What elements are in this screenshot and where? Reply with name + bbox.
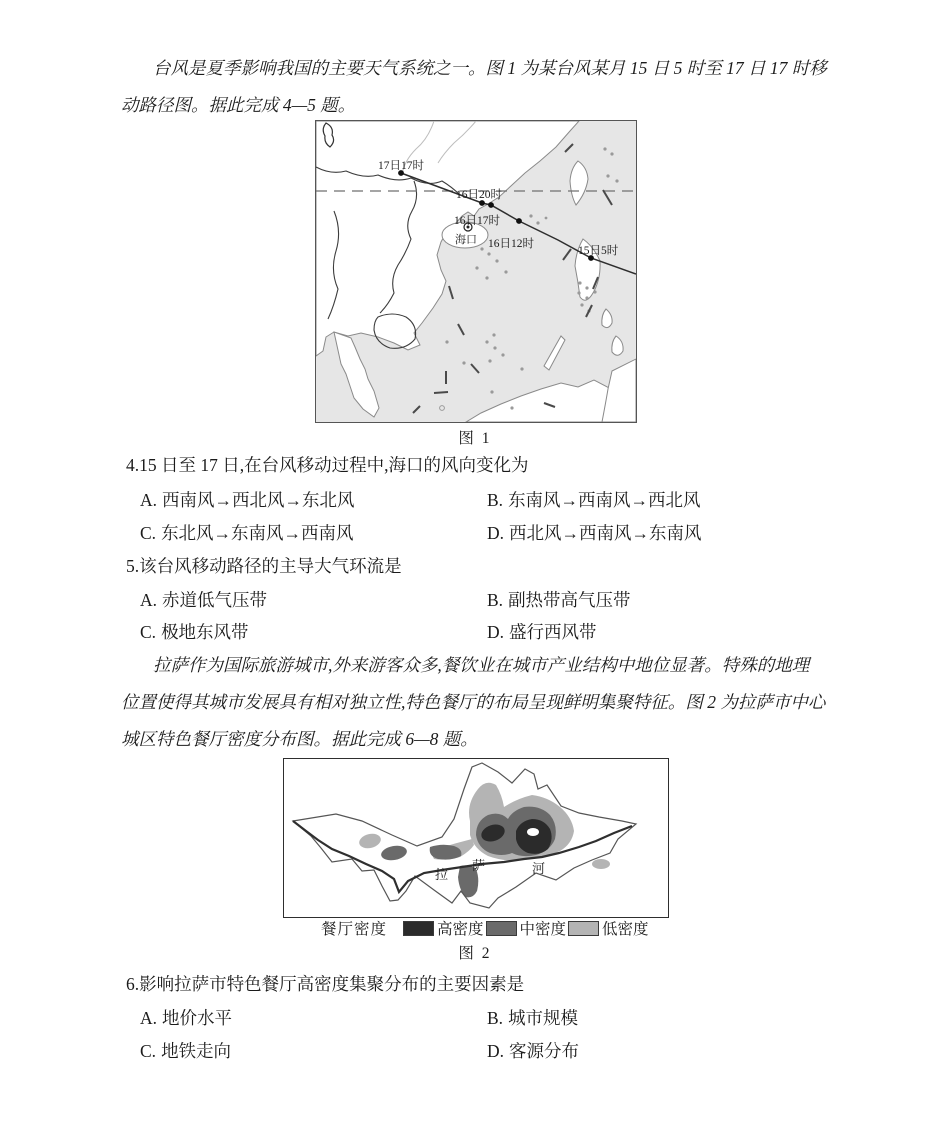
low-density-swatch: [568, 921, 599, 936]
option-4C: C. 东北风→东南风→西南风: [140, 523, 354, 543]
figure2-legend: [283, 918, 667, 938]
density-core-hole: [527, 828, 539, 836]
haikou-label: 海口: [455, 234, 477, 246]
river-label-char: 拉: [435, 867, 449, 882]
legend-label-medium: 中密度: [519, 921, 567, 938]
question-5-options-row1: [126, 585, 866, 615]
track-label: 16日12时: [488, 238, 534, 250]
question-6: [126, 969, 866, 999]
option-6A: A. 地价水平: [140, 1008, 233, 1028]
passage-line: 位置使得其城市发展具有相对独立性,特色餐厅的布局呈现鲜明集聚特征。图 2 为拉萨市中心: [121, 692, 826, 712]
question-4: [126, 450, 866, 480]
option-5D: D. 盛行西风带: [487, 622, 597, 642]
option-5A: A. 赤道低气压带: [140, 590, 268, 610]
legend-label-low: 低密度: [602, 921, 649, 938]
track-point: [488, 202, 494, 208]
question-text: 影响拉萨市特色餐厅高密度集聚分布的主要因素是: [139, 974, 525, 994]
question-6-options-row2: [126, 1036, 866, 1066]
track-label: 16日20时: [456, 189, 502, 201]
option-4B: B. 东南风→西南风→西北风: [487, 490, 701, 510]
passage-line: 拉萨作为国际旅游城市,外来游客众多,餐饮业在城市产业结构中地位显著。特殊的地理: [153, 655, 810, 675]
high-density-swatch: [403, 921, 434, 936]
question-number: 5.: [126, 556, 140, 576]
question-text: 15 日至 17 日,在台风移动过程中,海口的风向变化为: [139, 455, 529, 475]
legend-label-high: 高密度: [437, 921, 484, 938]
question-4-options-row1: [126, 485, 866, 515]
question-number: 4.: [126, 455, 140, 475]
passage-line: 台风是夏季影响我国的主要天气系统之一。图 1 为某台风某月 15 日 5 时至 17 日 17 时移: [153, 58, 827, 78]
question-5: [126, 551, 866, 581]
question-6-options-row1: [126, 1003, 866, 1033]
question-text: 该台风移动路径的主导大气环流是: [139, 556, 402, 576]
figure1-caption: 图 1: [458, 430, 492, 447]
river-label-char: 萨: [472, 858, 486, 873]
figure2-density-map: [283, 758, 669, 918]
track-label: 16日17时: [454, 215, 500, 227]
river-label-char: 河: [532, 861, 546, 876]
option-5B: B. 副热带高气压带: [487, 590, 631, 610]
passage-typhoon: [121, 50, 843, 124]
figure1-typhoon-map: [315, 120, 637, 423]
passage-lhasa: [121, 647, 843, 758]
option-6B: B. 城市规模: [487, 1008, 579, 1028]
option-6C: C. 地铁走向: [140, 1041, 232, 1061]
track-label: 15日5时: [578, 245, 619, 257]
option-4A: A. 西南风→西北风→东北风: [140, 490, 355, 510]
figure2-caption: 图 2: [458, 945, 492, 962]
question-5-options-row2: [126, 617, 866, 647]
option-6D: D. 客源分布: [487, 1041, 580, 1061]
legend-title: 餐厅密度: [321, 921, 388, 938]
question-4-options-row2: [126, 518, 866, 548]
passage-line: 动路径图。据此完成 4—5 题。: [121, 95, 356, 115]
passage-line: 城区特色餐厅密度分布图。据此完成 6—8 题。: [121, 729, 478, 749]
typhoon-map-svg: [316, 121, 636, 422]
option-5C: C. 极地东风带: [140, 622, 249, 642]
track-label: 17日17时: [378, 160, 424, 172]
question-number: 6.: [126, 974, 140, 994]
track-point: [516, 218, 522, 224]
medium-density-swatch: [486, 921, 517, 936]
density-map-svg: [284, 759, 668, 917]
option-4D: D. 西北风→西南风→东南风: [487, 523, 702, 543]
